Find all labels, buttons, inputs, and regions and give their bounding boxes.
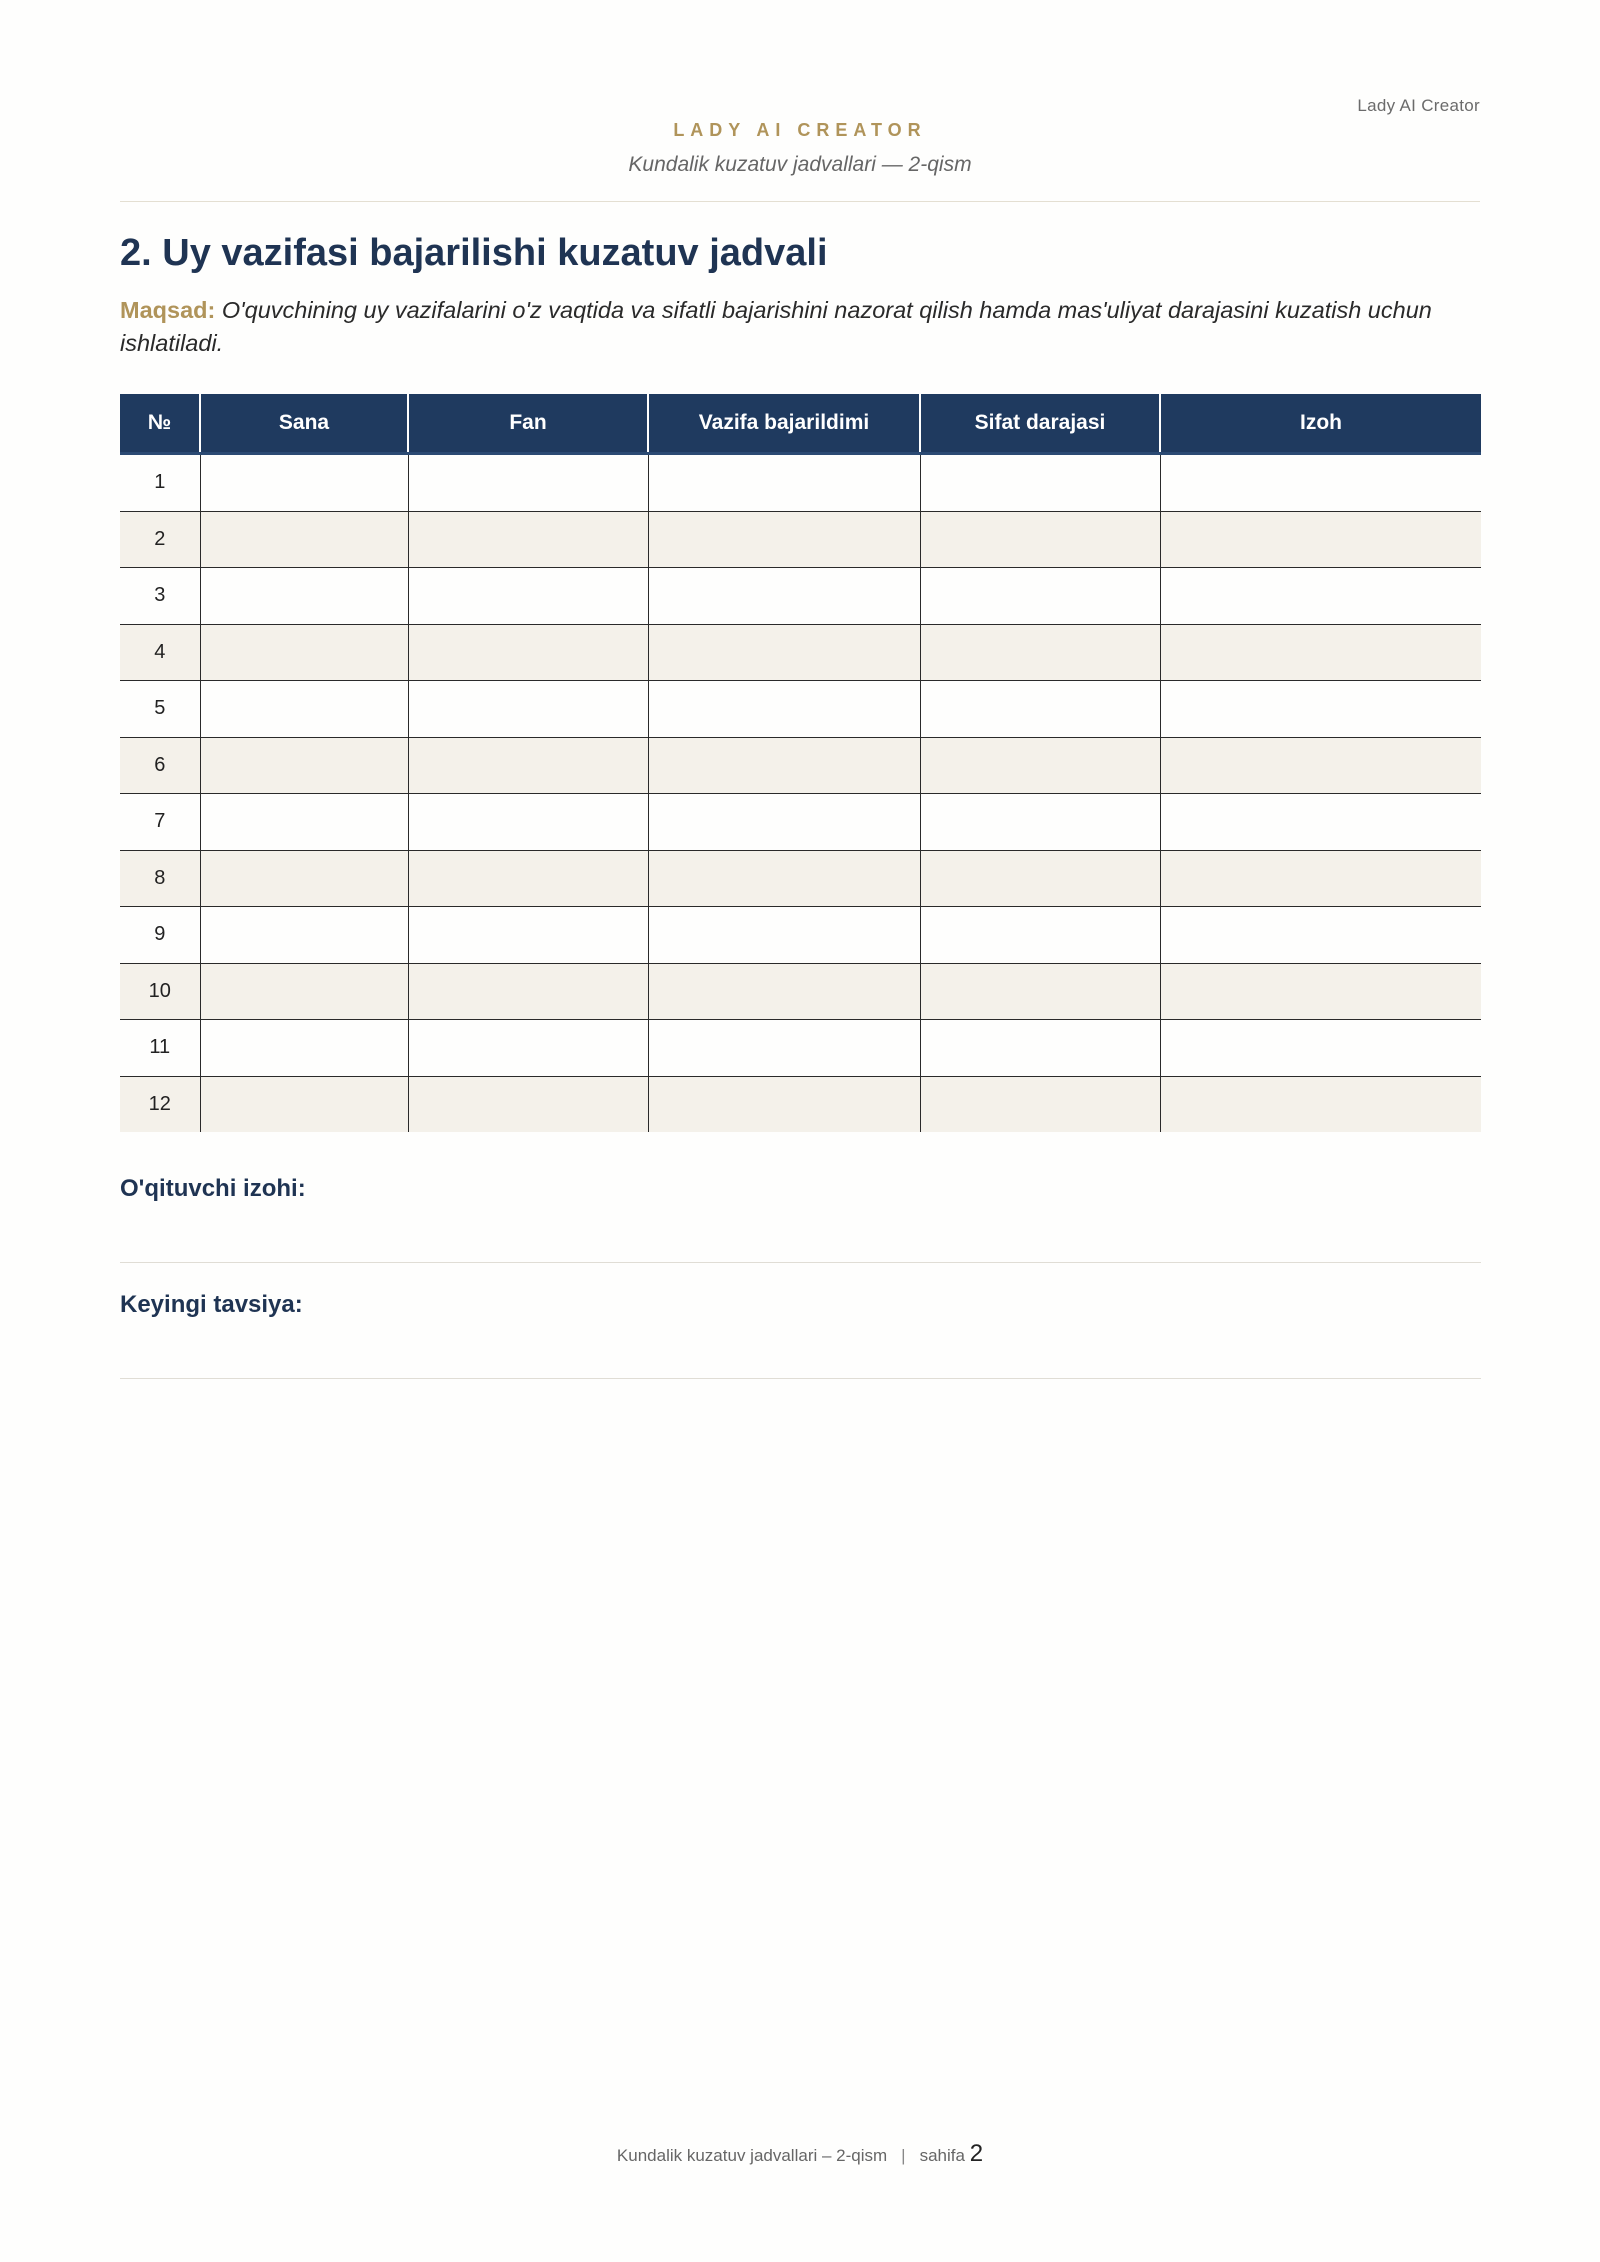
teacher-note-block	[120, 1175, 1481, 1203]
column-header-date: Sana	[200, 394, 408, 454]
cell-subject[interactable]	[408, 963, 648, 1020]
cell-note[interactable]	[1160, 681, 1481, 738]
cell-date[interactable]	[200, 568, 408, 625]
cell-note[interactable]	[1160, 737, 1481, 794]
cell-date[interactable]	[200, 624, 408, 681]
cell-subject[interactable]	[408, 568, 648, 625]
column-header-completed: Vazifa bajarildimi	[648, 394, 920, 454]
cell-completed[interactable]	[648, 907, 920, 964]
cell-date[interactable]	[200, 511, 408, 568]
next-recommendation-line[interactable]	[120, 1378, 1481, 1379]
column-header-subject: Fan	[408, 394, 648, 454]
cell-completed[interactable]	[648, 850, 920, 907]
table-row	[120, 454, 1481, 512]
table-row	[120, 1076, 1481, 1132]
row-number: 7	[120, 794, 200, 851]
cell-quality[interactable]	[920, 454, 1160, 512]
purpose-label: Maqsad:	[120, 297, 216, 323]
cell-quality[interactable]	[920, 794, 1160, 851]
cell-subject[interactable]	[408, 907, 648, 964]
row-number: 6	[120, 737, 200, 794]
footer-separator: |	[901, 2146, 906, 2165]
purpose-text: O'quvchining uy vazifalarini o'z vaqtida va sifatli bajarishini nazorat qilish hamda mas'uliyat darajasini kuzatish uchun ishlatiladi.	[120, 297, 1432, 356]
row-number: 12	[120, 1076, 200, 1132]
cell-subject[interactable]	[408, 624, 648, 681]
column-header-number: №	[120, 394, 200, 454]
cell-completed[interactable]	[648, 624, 920, 681]
brand-title: LADY AI CREATOR	[673, 120, 927, 140]
header-divider	[120, 201, 1480, 202]
row-number: 8	[120, 850, 200, 907]
teacher-note-line[interactable]	[120, 1262, 1481, 1263]
cell-date[interactable]	[200, 1020, 408, 1077]
cell-note[interactable]	[1160, 963, 1481, 1020]
row-number: 1	[120, 454, 200, 512]
cell-date[interactable]	[200, 794, 408, 851]
cell-date[interactable]	[200, 737, 408, 794]
cell-quality[interactable]	[920, 963, 1160, 1020]
cell-quality[interactable]	[920, 681, 1160, 738]
table-row	[120, 568, 1481, 625]
cell-quality[interactable]	[920, 907, 1160, 964]
table-row	[120, 907, 1481, 964]
row-number: 5	[120, 681, 200, 738]
cell-quality[interactable]	[920, 1076, 1160, 1132]
cell-subject[interactable]	[408, 1076, 648, 1132]
cell-note[interactable]	[1160, 850, 1481, 907]
column-header-quality: Sifat darajasi	[920, 394, 1160, 454]
cell-quality[interactable]	[920, 624, 1160, 681]
cell-subject[interactable]	[408, 737, 648, 794]
cell-subject[interactable]	[408, 454, 648, 512]
column-header-note: Izoh	[1160, 394, 1481, 454]
cell-subject[interactable]	[408, 681, 648, 738]
table-row	[120, 737, 1481, 794]
cell-date[interactable]	[200, 454, 408, 512]
cell-date[interactable]	[200, 850, 408, 907]
cell-completed[interactable]	[648, 454, 920, 512]
page-header	[120, 120, 1480, 177]
cell-note[interactable]	[1160, 624, 1481, 681]
purpose-paragraph	[120, 294, 1470, 360]
row-number: 9	[120, 907, 200, 964]
row-number: 10	[120, 963, 200, 1020]
table-row	[120, 794, 1481, 851]
table-row	[120, 963, 1481, 1020]
cell-completed[interactable]	[648, 794, 920, 851]
footer-doc-name: Kundalik kuzatuv jadvallari – 2-qism	[616, 2146, 888, 2165]
cell-note[interactable]	[1160, 907, 1481, 964]
cell-note[interactable]	[1160, 1076, 1481, 1132]
cell-subject[interactable]	[408, 794, 648, 851]
cell-quality[interactable]	[920, 568, 1160, 625]
cell-completed[interactable]	[648, 1020, 920, 1077]
cell-quality[interactable]	[920, 850, 1160, 907]
cell-date[interactable]	[200, 907, 408, 964]
table-row	[120, 511, 1481, 568]
table-row	[120, 850, 1481, 907]
cell-completed[interactable]	[648, 963, 920, 1020]
cell-completed[interactable]	[648, 568, 920, 625]
homework-tracking-table	[120, 394, 1481, 1132]
cell-completed[interactable]	[648, 681, 920, 738]
cell-quality[interactable]	[920, 1020, 1160, 1077]
row-number: 4	[120, 624, 200, 681]
corner-brand: Lady AI Creator	[1357, 96, 1480, 115]
footer-page-number: 2	[969, 2140, 984, 2167]
table-row	[120, 681, 1481, 738]
page-footer	[0, 2140, 1600, 2168]
cell-date[interactable]	[200, 681, 408, 738]
cell-completed[interactable]	[648, 511, 920, 568]
cell-note[interactable]	[1160, 1020, 1481, 1077]
row-number: 3	[120, 568, 200, 625]
cell-date[interactable]	[200, 1076, 408, 1132]
cell-date[interactable]	[200, 963, 408, 1020]
cell-note[interactable]	[1160, 794, 1481, 851]
header-subtitle: Kundalik kuzatuv jadvallari — 2-qism	[628, 153, 972, 176]
cell-completed[interactable]	[648, 1076, 920, 1132]
next-recommendation-block	[120, 1291, 1481, 1319]
cell-note[interactable]	[1160, 511, 1481, 568]
cell-subject[interactable]	[408, 850, 648, 907]
cell-note[interactable]	[1160, 568, 1481, 625]
cell-note[interactable]	[1160, 454, 1481, 512]
next-recommendation-label: Keyingi tavsiya:	[120, 1291, 303, 1318]
cell-quality[interactable]	[920, 737, 1160, 794]
row-number: 11	[120, 1020, 200, 1077]
footer-page-word: sahifa	[919, 2146, 965, 2165]
cell-quality[interactable]	[920, 511, 1160, 568]
table-header-row	[120, 394, 1481, 454]
cell-subject[interactable]	[408, 1020, 648, 1077]
table-row	[120, 1020, 1481, 1077]
cell-completed[interactable]	[648, 737, 920, 794]
teacher-note-label: O'qituvchi izohi:	[120, 1175, 306, 1202]
row-number: 2	[120, 511, 200, 568]
section-title: 2. Uy vazifasi bajarilishi kuzatuv jadvali	[120, 232, 828, 274]
table-row	[120, 624, 1481, 681]
cell-subject[interactable]	[408, 511, 648, 568]
